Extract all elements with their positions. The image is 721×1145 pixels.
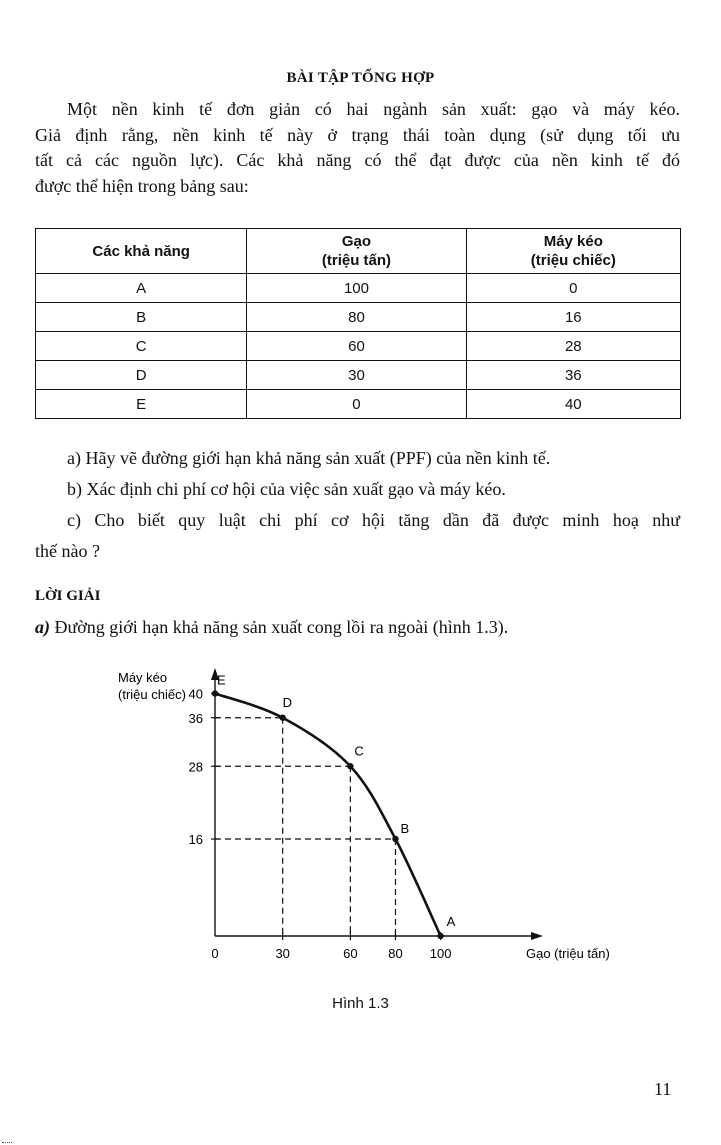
y-tick-label: 36 [188, 710, 203, 726]
header-rice [247, 229, 466, 274]
footer-mark [2, 1142, 12, 1143]
header-rice-unit: (triệu tấn) [321, 252, 392, 269]
y-tick-label: 28 [188, 759, 203, 775]
questions [35, 443, 680, 567]
solution-a-text: Đường giới hạn khả năng sản xuất cong lồi ra ngoài (hình 1.3). [50, 617, 509, 637]
point-e [212, 690, 218, 696]
question-a: a) Hãy vẽ đường giới hạn khả năng sản xuất (PPF) của nền kinh tế. [67, 448, 551, 468]
point-label-a: A [446, 914, 456, 929]
cell-tractor: 40 [466, 390, 680, 419]
solution-a [35, 617, 508, 638]
x-tick-label: 80 [388, 946, 403, 961]
cell-rice: 30 [247, 361, 466, 390]
cell-tractor: 16 [466, 303, 680, 332]
ppf-chart [100, 660, 640, 980]
cell-tractor: 28 [466, 332, 680, 361]
figure-caption: Hình 1.3 [332, 995, 389, 1012]
chart-guides [215, 718, 395, 936]
question-c: c) Cho biết quy luật chi phí cơ hội tăng dần đã được minh hoạ như [67, 510, 680, 530]
intro-line: Giả định rằng, nền kinh tế này ở trạng thái toàn dụng (sử dụng tối ưu [35, 124, 680, 145]
table-row [36, 390, 681, 419]
header-tractor [466, 229, 680, 274]
point-label-d: D [282, 694, 293, 710]
x-tick-label: 0 [211, 946, 219, 961]
cell-rice: 60 [247, 332, 466, 361]
point-c [347, 763, 353, 769]
cell-rice: 80 [247, 303, 466, 332]
cell-possibility: A [36, 274, 247, 303]
table-row [36, 361, 681, 390]
chart-points [212, 673, 456, 940]
intro-line: tất cả các nguồn lực). Các khả năng có thể đạt được của nền kinh tế đó [35, 150, 680, 170]
point-label-e: E [217, 672, 226, 688]
header-rice-name: Gạo [341, 233, 372, 250]
header-possibilities: Các khả năng [36, 229, 247, 274]
question-c-cont: thế nào ? [35, 541, 100, 561]
point-b [392, 836, 398, 842]
x-tick-label: 60 [343, 946, 358, 961]
cell-tractor: 0 [466, 274, 680, 303]
point-label-c: C [354, 743, 364, 759]
y-axis-label: Máy kéo [118, 670, 168, 685]
y-tick-label: 40 [188, 686, 203, 702]
possibilities-table [35, 228, 681, 419]
table-row [36, 303, 681, 332]
question-b: b) Xác định chi phí cơ hội của việc sản xuất gạo và máy kéo. [67, 479, 506, 499]
cell-possibility: E [36, 390, 247, 419]
table-row [36, 274, 681, 303]
table-row [36, 332, 681, 361]
x-axis-label: Gạo (triệu tấn) [526, 946, 610, 961]
intro-paragraph [35, 97, 680, 199]
intro-line: được thể hiện trong bảng sau: [35, 175, 249, 196]
chart-ticks [189, 687, 452, 962]
cell-possibility: B [36, 303, 247, 332]
table-header-row [36, 229, 681, 274]
point-d [279, 715, 285, 721]
cell-possibility: D [36, 361, 247, 390]
point-a [437, 933, 443, 939]
cell-possibility: C [36, 332, 247, 361]
solution-a-label: a) [35, 617, 50, 637]
solution-heading: LỜI GIẢI [35, 588, 101, 604]
cell-rice: 0 [247, 390, 466, 419]
intro-line: Một nền kinh tế đơn giản có hai ngành sản xuất: gạo và máy kéo. [67, 99, 680, 119]
header-tractor-unit: (triệu chiếc) [530, 252, 616, 269]
page-title: BÀI TẬP TỔNG HỢP [286, 70, 435, 86]
page-number: 11 [654, 1079, 672, 1099]
x-tick-label: 100 [429, 946, 452, 961]
y-tick-label: 16 [188, 832, 203, 847]
x-axis-arrow-icon [531, 932, 543, 940]
x-tick-label: 30 [275, 946, 290, 961]
y-axis-unit: (triệu chiếc) [118, 687, 186, 702]
cell-tractor: 36 [466, 361, 680, 390]
cell-rice: 100 [247, 274, 466, 303]
header-tractor-name: Máy kéo [543, 233, 603, 250]
point-label-b: B [400, 821, 410, 836]
ppf-curve [215, 694, 441, 937]
